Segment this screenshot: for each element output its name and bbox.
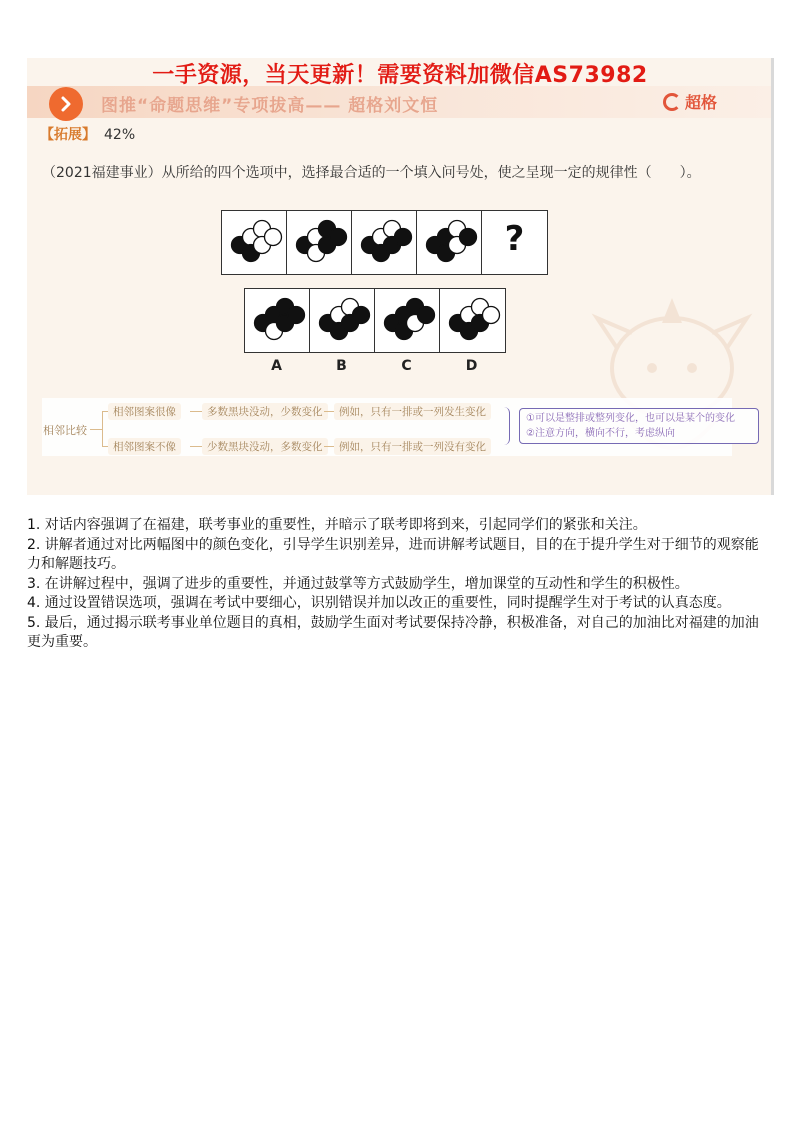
note-item-2: 2. 讲解者通过对比两幅图中的颜色变化，引导学生识别差异，进而讲解考试题目，目的在于提升学生对于细节的观察能力和解题技巧。 [27, 536, 759, 572]
sequence-figure-4 [417, 211, 482, 274]
option-labels [244, 358, 504, 374]
question-mark: ? [504, 219, 525, 259]
puzzle-sequence [221, 210, 548, 275]
sequence-figure-3 [352, 211, 417, 274]
mindmap-detail-similar: 多数黑块没动，少数变化 [202, 403, 328, 420]
circle-black [395, 229, 412, 246]
panel-edge [771, 58, 774, 495]
option-d-figure[interactable] [440, 289, 505, 352]
mindmap-example-different: 例如，只有一排或一列没有变化 [334, 438, 491, 455]
logo-text: 超格 [685, 93, 718, 112]
option-b-figure[interactable] [310, 289, 375, 352]
note-item-4: 4. 通过设置错误选项，强调在考试中要细心，识别错误并加以改正的重要性，同时提醒学生对于考试的认真态度。 [27, 595, 731, 611]
lecture-notes [27, 516, 767, 653]
option-label-d: D [465, 358, 478, 374]
lecture-screenshot [27, 58, 773, 495]
expand-tag [40, 124, 135, 144]
watermark-banner: 一手资源，当天更新！需要资料加微信AS73982 [152, 63, 648, 88]
circle-black [418, 307, 435, 324]
mindmap-note-box [519, 408, 759, 444]
tag-label: 【拓展】 [40, 127, 96, 143]
question-text: （2021福建事业）从所给的四个选项中，选择最合适的一个填入问号处，使之呈现一定的规律性（ ）。 [42, 165, 701, 181]
question-mark-cell [482, 211, 547, 274]
option-label-a: A [271, 358, 282, 374]
option-label-c: C [401, 358, 412, 374]
answer-options [244, 288, 506, 353]
sequence-figure-1 [222, 211, 287, 274]
slide-header-title: 图推“命题思维”专项拔高—— 超格刘文恒 [101, 96, 439, 116]
circle-black [353, 307, 370, 324]
note-item-1: 1. 对话内容强调了在福建，联考事业的重要性，并暗示了联考即将到来，引起同学们的紧张和关注。 [27, 517, 647, 533]
option-a-figure[interactable] [245, 289, 310, 352]
sequence-figure-2 [287, 211, 352, 274]
mindmap [42, 398, 735, 456]
note-line-1: ①可以是整排或整列变化，也可以是某个的变化 [526, 413, 735, 424]
mindmap-branch-different: 相邻图案不像 [108, 438, 181, 455]
mindmap-branch-similar: 相邻图案很像 [108, 403, 181, 420]
logo-icon [663, 93, 681, 111]
option-label-b: B [336, 358, 347, 374]
brand-logo [663, 90, 717, 113]
circle-black [330, 229, 347, 246]
mindmap-detail-different: 少数黑块没动，多数变化 [202, 438, 328, 455]
accuracy-percent: 42% [104, 127, 136, 143]
circle-black [288, 307, 305, 324]
option-c-figure[interactable] [375, 289, 440, 352]
mindmap-example-similar: 例如，只有一排或一列发生变化 [334, 403, 491, 420]
circle-white [483, 307, 500, 324]
circle-white [265, 229, 282, 246]
circle-black [460, 229, 477, 246]
mindmap-brace [502, 407, 510, 445]
chevron-right-icon [49, 87, 83, 121]
note-item-5: 5. 最后，通过揭示联考事业单位题目的真相，鼓励学生面对考试要保持冷静，积极准备，对自己的加油比对福建的加油更为重要。 [27, 614, 759, 650]
mindmap-root: 相邻比较 [43, 424, 87, 437]
note-item-3: 3. 在讲解过程中，强调了进步的重要性，并通过鼓掌等方式鼓励学生，增加课堂的互动性和学生的积极性。 [27, 575, 689, 592]
note-line-2: ②注意方向，横向不行，考虑纵向 [526, 428, 675, 439]
